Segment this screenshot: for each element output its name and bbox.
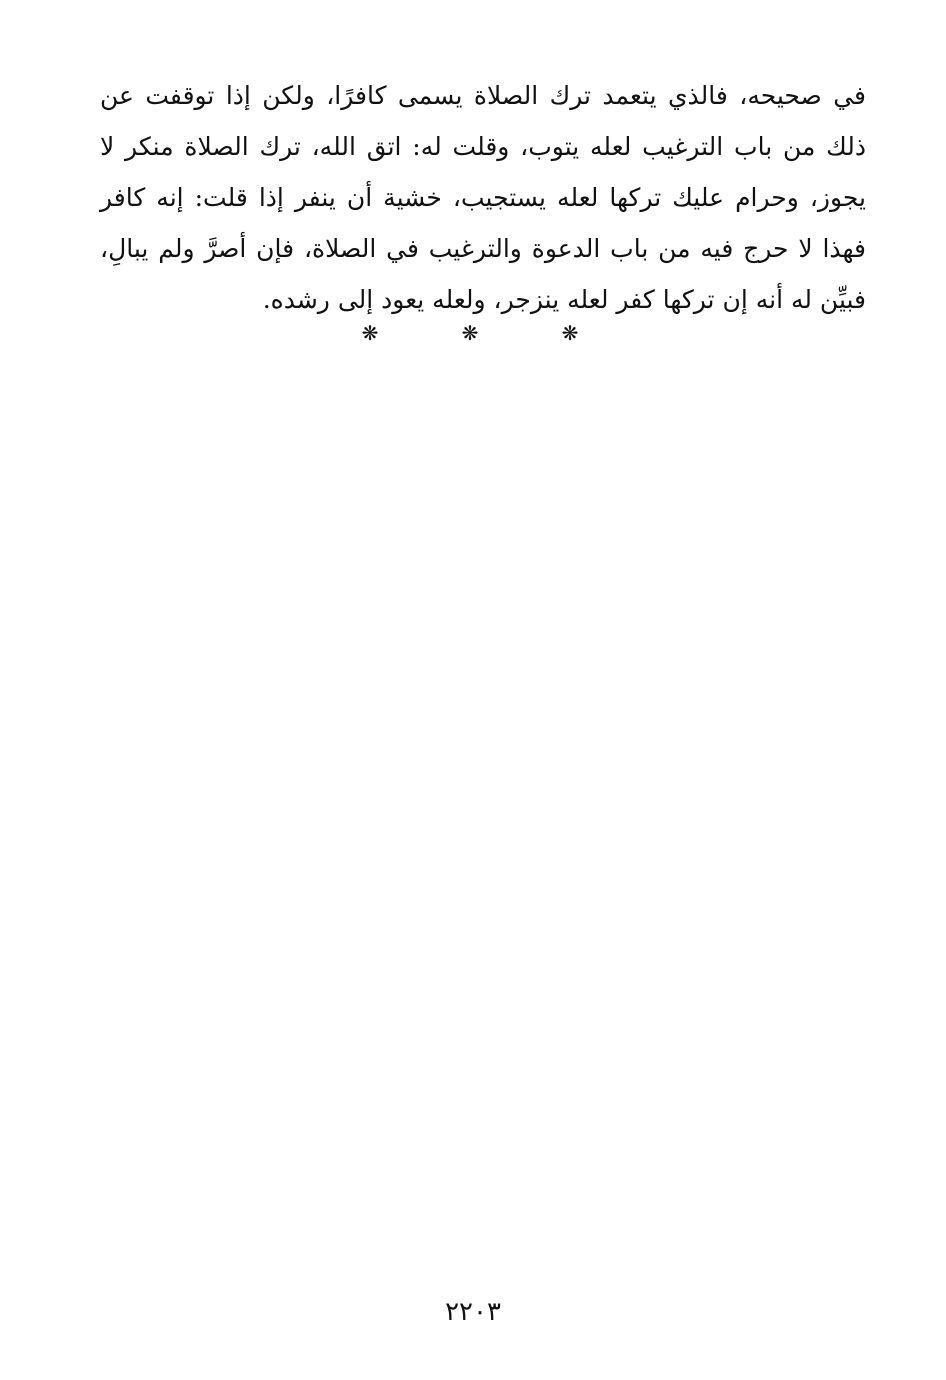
text-line-3: يجوز، وحرام عليك تركها لعله يستجيب، خشية أن ينفر إذا قلت: إنه كافر: [100, 183, 866, 212]
text-line-2: ذلك من باب الترغيب لعله يتوب، وقلت له: اتق الله، ترك الصلاة منكر لا: [100, 132, 866, 161]
text-line-1: في صحيحه، فالذي يتعمد ترك الصلاة يسمى كافرًا، ولكن إذا توقفت عن: [100, 81, 866, 110]
text-line-5: فبيِّن له أنه إن تركها كفر لعله ينزجر، ولعله يعود إلى رشده.: [262, 285, 866, 314]
section-separator: [340, 318, 600, 348]
asterisk-ornament-icon: ❋: [361, 321, 379, 345]
page-number: ٢٢٠٣: [445, 1297, 501, 1327]
text-line-4: فهذا لا حرج فيه من باب الدعوة والترغيب في الصلاة، فإن أصرَّ ولم يبالِ،: [100, 234, 866, 263]
asterisk-ornament-icon: ❋: [461, 321, 479, 345]
asterisk-ornament-icon: ❋: [561, 321, 579, 345]
body-paragraph: [100, 70, 866, 325]
